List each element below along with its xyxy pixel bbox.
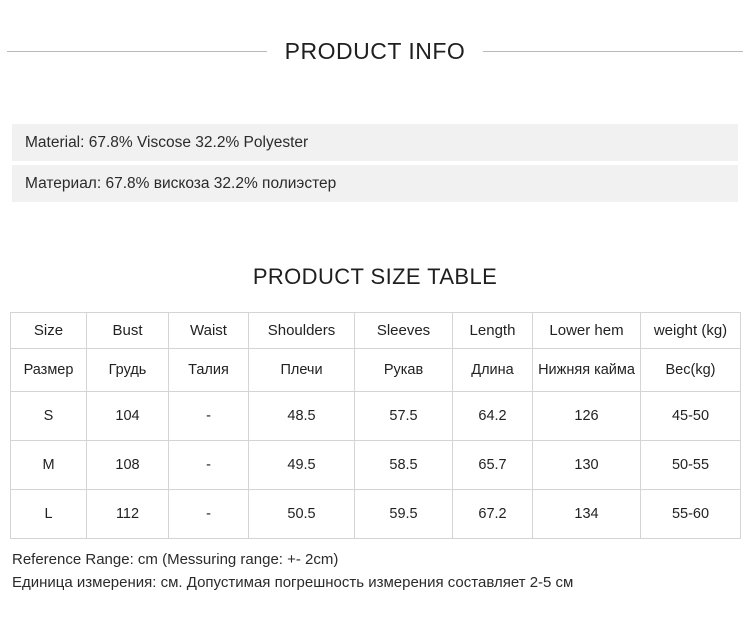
header-cell-waist-en: Waist xyxy=(169,313,249,349)
note-line-en: Reference Range: cm (Messuring range: +- 2cm) xyxy=(12,551,339,568)
cell-waist: - xyxy=(169,490,249,539)
cell-shoulders: 50.5 xyxy=(249,490,355,539)
page-title: PRODUCT INFO xyxy=(284,38,466,64)
cell-bust: 108 xyxy=(87,441,169,490)
cell-lowerhem: 134 xyxy=(533,490,641,539)
cell-size: M xyxy=(11,441,87,490)
header-cell-sleeves-ru: Рукав xyxy=(355,349,453,392)
page-header xyxy=(0,38,750,65)
cell-shoulders: 48.5 xyxy=(249,392,355,441)
header-cell-weight-ru: Вес(kg) xyxy=(641,349,741,392)
cell-waist: - xyxy=(169,441,249,490)
table-header-row-en xyxy=(11,313,741,349)
measurement-notes xyxy=(12,548,742,595)
header-rule-right xyxy=(483,51,743,52)
header-cell-lowerhem-ru: Нижняя кайма xyxy=(533,349,641,392)
cell-lowerhem: 130 xyxy=(533,441,641,490)
cell-sleeves: 59.5 xyxy=(355,490,453,539)
header-cell-waist-ru: Талия xyxy=(169,349,249,392)
table-header-row-ru xyxy=(11,349,741,392)
cell-lowerhem: 126 xyxy=(533,392,641,441)
header-cell-weight-en: weight (kg) xyxy=(641,313,741,349)
cell-length: 67.2 xyxy=(453,490,533,539)
size-table xyxy=(10,312,741,539)
cell-weight: 45-50 xyxy=(641,392,741,441)
cell-sleeves: 58.5 xyxy=(355,441,453,490)
cell-weight: 50-55 xyxy=(641,441,741,490)
table-row xyxy=(11,490,741,539)
material-line-en: Material: 67.8% Viscose 32.2% Polyester xyxy=(12,124,738,161)
header-rule-left xyxy=(7,51,267,52)
cell-waist: - xyxy=(169,392,249,441)
header-cell-size-ru: Размер xyxy=(11,349,87,392)
header-cell-size-en: Size xyxy=(11,313,87,349)
note-line-ru: Единица измерения: см. Допустимая погрешность измерения составляет 2-5 см xyxy=(12,574,574,592)
cell-length: 65.7 xyxy=(453,441,533,490)
cell-size: S xyxy=(11,392,87,441)
header-cell-bust-ru: Грудь xyxy=(87,349,169,392)
cell-size: L xyxy=(11,490,87,539)
header-cell-length-ru: Длина xyxy=(453,349,533,392)
header-cell-sleeves-en: Sleeves xyxy=(355,313,453,349)
header-cell-length-en: Length xyxy=(453,313,533,349)
material-line-ru: Материал: 67.8% вискоза 32.2% полиэстер xyxy=(12,165,738,202)
header-cell-lowerhem-en: Lower hem xyxy=(533,313,641,349)
cell-sleeves: 57.5 xyxy=(355,392,453,441)
size-table-title: PRODUCT SIZE TABLE xyxy=(252,264,498,289)
header-cell-bust-en: Bust xyxy=(87,313,169,349)
cell-bust: 112 xyxy=(87,490,169,539)
table-row xyxy=(11,392,741,441)
cell-shoulders: 49.5 xyxy=(249,441,355,490)
cell-bust: 104 xyxy=(87,392,169,441)
size-table-wrapper xyxy=(10,312,740,539)
cell-length: 64.2 xyxy=(453,392,533,441)
table-row xyxy=(11,441,741,490)
cell-weight: 55-60 xyxy=(641,490,741,539)
header-cell-shoulders-ru: Плечи xyxy=(249,349,355,392)
material-block xyxy=(12,124,738,202)
header-cell-shoulders-en: Shoulders xyxy=(249,313,355,349)
